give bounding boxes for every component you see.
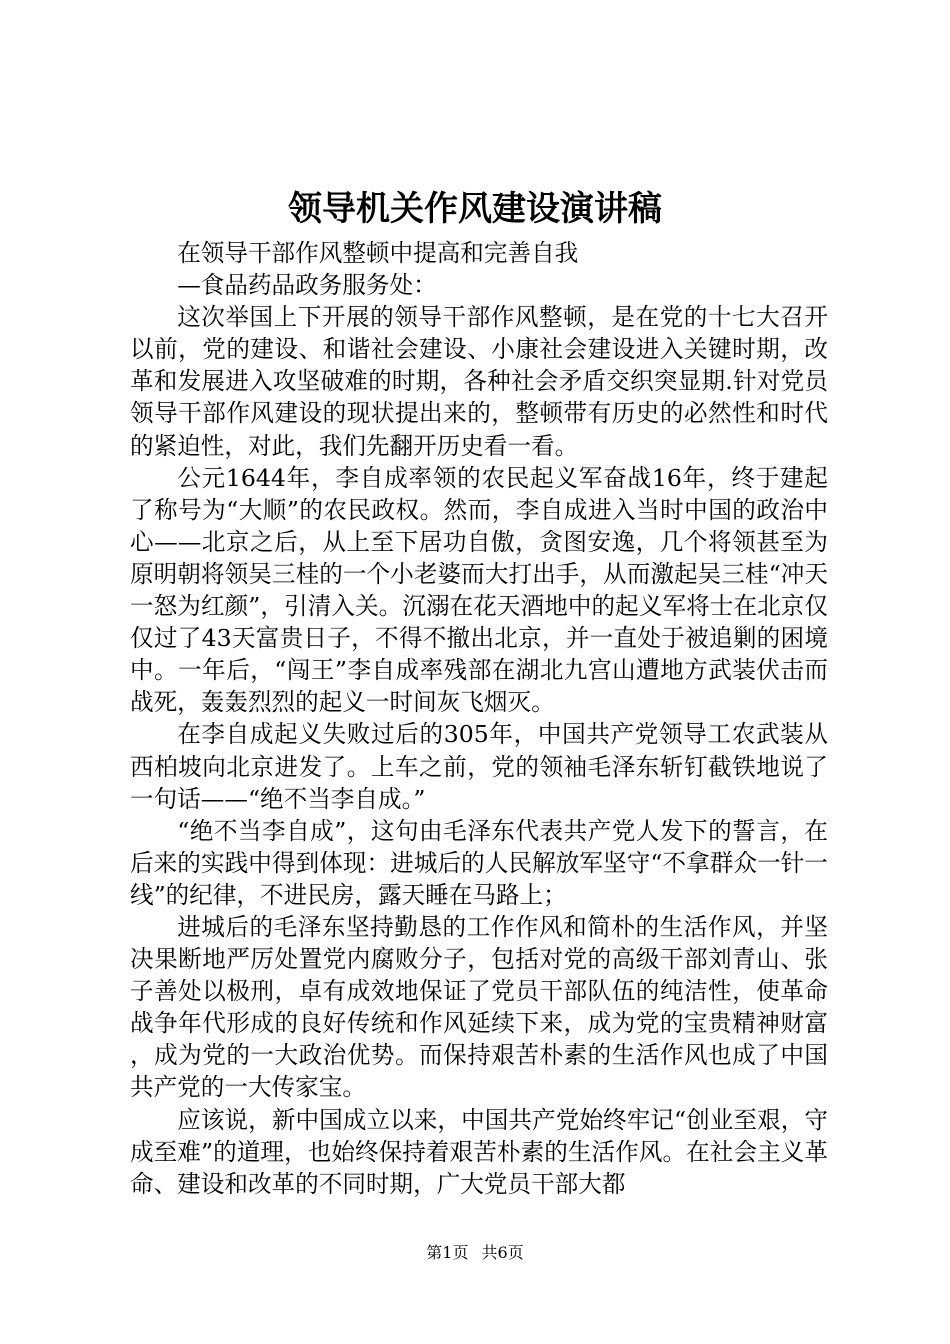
author-line: —食品药品政务服务处： bbox=[177, 271, 437, 300]
document-body bbox=[130, 237, 828, 1200]
paragraph: 进城后的毛泽东坚持勤恳的工作作风和简朴的生活作风，并坚决果断地严厉处置党内腐败分子，包括对党的高级干部刘青山、张子善处以极刑，卓有成效地保证了党员干部队伍的纯洁性，使革命战争年代形成的良好传统和作风延续下来，成为党的宝贵精神财富，成为党的一大政治优势。而保持艰苦朴素的生活作风也成了中国共产党的一大传家宝。 bbox=[130, 912, 828, 1102]
page-number: 第1页 bbox=[426, 1243, 469, 1262]
page-footer bbox=[0, 1240, 950, 1263]
paragraph: 公元1644年，李自成率领的农民起义军奋战16年，终于建起了称号为“大顺”的农民政权。然而，李自成进入当时中国的政治中心——北京之后，从上至下居功自傲，贪图安逸，几个将领甚至为原明朝将领吴三桂的一个小老婆而大打出手，从而激起吴三桂“冲天一怒为红颜”，引清入关。沉溺在花天酒地中的起义军将士在北京仅仅过了43天富贵日子，不得不撤出北京，并一直处于被追剿的困境中。一年后，“闯王”李自成率残部在湖北九宫山遭地方武装伏击而战死，轰轰烈烈的起义一时间灰飞烟灭。 bbox=[130, 463, 828, 717]
page-total: 共6页 bbox=[481, 1243, 524, 1262]
paragraph: “绝不当李自成”，这句由毛泽东代表共产党人发下的誓言，在后来的实践中得到体现：进城后的人民解放军坚守“不拿群众一针一线”的纪律，不进民房，露天睡在马路上； bbox=[130, 816, 828, 909]
document-title: 领导机关作风建设演讲稿 bbox=[288, 189, 662, 229]
paragraph: 在李自成起义失败过后的305年，中国共产党领导工农武装从西柏坡向北京进发了。上车之前，党的领袖毛泽东斩钉截铁地说了一句话——“绝不当李自成。” bbox=[130, 720, 828, 813]
paragraph: 这次举国上下开展的领导干部作风整顿，是在党的十七大召开以前，党的建设、和谐社会建设、小康社会建设进入关键时期，改革和发展进入攻坚破难的时期，各种社会矛盾交织突显期.针对党员领导干部作风建设的现状提出来的，整顿带有历史的必然性和时代的紧迫性，对此，我们先翻开历史看一看。 bbox=[130, 303, 828, 460]
subtitle: 在领导干部作风整顿中提高和完善自我 bbox=[177, 239, 579, 267]
paragraph: 应该说，新中国成立以来，中国共产党始终牢记“创业至艰，守成至难”的道理，也始终保持着艰苦朴素的生活作风。在社会主义革命、建设和改革的不同时期，广大党员干部大都 bbox=[130, 1105, 828, 1198]
